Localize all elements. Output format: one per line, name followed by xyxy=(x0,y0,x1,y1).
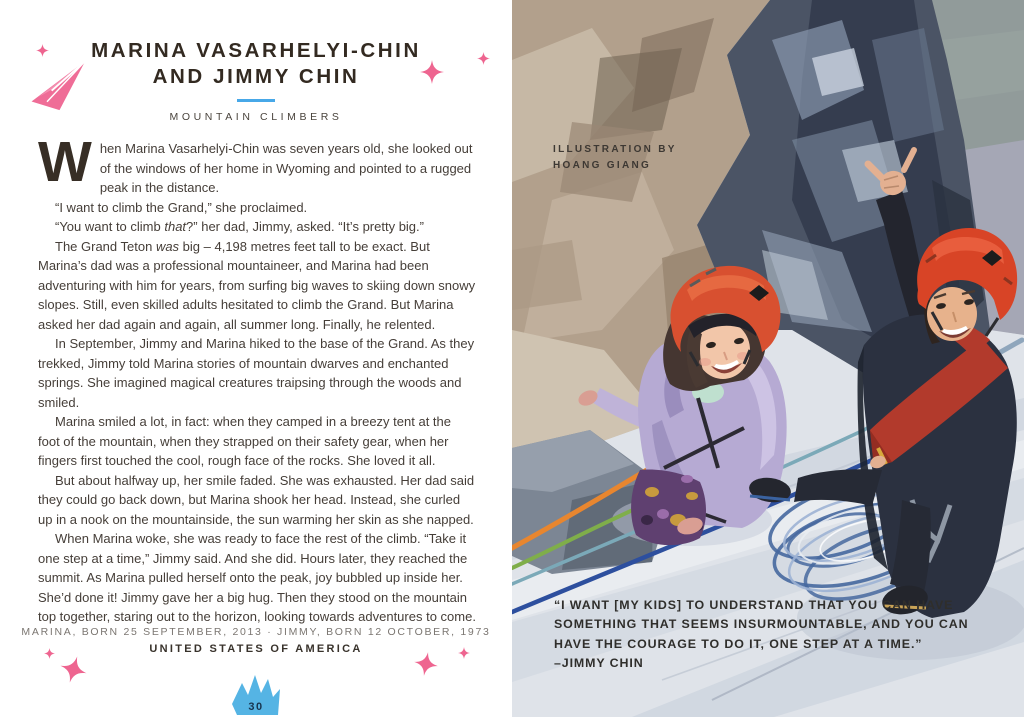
title-underline xyxy=(237,99,275,102)
quote-line: SOMETHING THAT SEEMS INSURMOUNTABLE, AND YOU CAN xyxy=(554,617,969,632)
paragraph: When Marina woke, she was ready to face the rest of the climb. “Take it one step at a time,” Jimmy said. And she did. Hours later, they reached the summit. As Marina pulled herself onto the peak, joy bubbled up inside her. She’d done it! Jimmy gave her a big hug. Then they stood on the mountain top together, staring out to the horizon, looking towards adventures to come. xyxy=(38,531,476,624)
page-number: 30 xyxy=(248,701,264,713)
paragraph: In September, Jimmy and Marina hiked to the base of the Grand. As they trekked, Jimmy told Marina stories of mountain dwarves and enchanted springs. She imagined magical creatures traipsing through the woods and smiled. xyxy=(38,336,475,410)
story-text xyxy=(38,130,476,627)
drop-cap: W xyxy=(38,130,92,194)
sparkle-icon xyxy=(412,650,440,678)
page-number-badge xyxy=(229,674,283,716)
credit-line-2: HOANG GIANG xyxy=(553,160,652,171)
subtitle: MOUNTAIN CLIMBERS xyxy=(169,111,343,123)
illustration-credit xyxy=(553,142,677,174)
country: UNITED STATES OF AMERICA xyxy=(149,643,363,655)
paragraph: The Grand Teton was big – 4,198 metres feet tall to be exact. But Marina’s dad was a professional mountaineer, and Marina had been adventuring with him for years, from surfing big waves to skiing down snowy slopes. Still, even skilled adults hesitated to climb the Grand. But Marina asked her dad again and again, all summer long. Finally, he relented. xyxy=(38,238,476,332)
paragraph: “You want to climb that?” her dad, Jimmy, asked. “It’s pretty big.” xyxy=(55,219,424,234)
footer-block xyxy=(0,626,512,655)
sparkle-icon xyxy=(57,653,90,686)
chapter-header xyxy=(0,38,512,123)
title-line-2: AND JIMMY CHIN xyxy=(152,65,360,88)
sparkle-icon xyxy=(44,648,55,659)
sparkle-icon xyxy=(458,647,470,659)
title-line-1: MARINA VASARHELYI-CHIN xyxy=(91,39,421,62)
credit-line-1: ILLUSTRATION BY xyxy=(553,144,677,155)
birth-dates: MARINA, BORN 25 SEPTEMBER, 2013 · JIMMY, BORN 12 OCTOBER, 1973 xyxy=(21,626,491,638)
right-page xyxy=(512,0,1024,717)
pull-quote xyxy=(554,596,968,673)
quote-attribution: –JIMMY CHIN xyxy=(554,655,644,670)
paragraph: Marina smiled a lot, in fact: when they camped in a breezy tent at the foot of the mountain, when they strapped on their safety gear, when her fingers first touched the cool, rough face of the rocks. She loved it all. xyxy=(38,414,451,468)
page-title xyxy=(0,38,512,90)
quote-line: “I WANT [MY KIDS] TO UNDERSTAND THAT YOU CAN HAVE xyxy=(554,598,954,612)
paragraph: But about halfway up, her smile faded. She was exhausted. Her dad said they could go back down, but Marina shook her head. Instead, she curled up in a nook on the mountainside, the sun warming her skin as she napped. xyxy=(38,472,475,527)
quote-line: HAVE THE COURAGE TO DO IT, ONE STEP AT A TIME.” xyxy=(554,636,923,651)
paragraph: “I want to climb the Grand,” she proclaimed. xyxy=(55,199,308,215)
paragraph: When Marina Vasarhelyi-Chin was seven years old, she looked out of the windows of her home in Wyoming and pointed to a rugged peak in the distance. xyxy=(38,130,473,195)
